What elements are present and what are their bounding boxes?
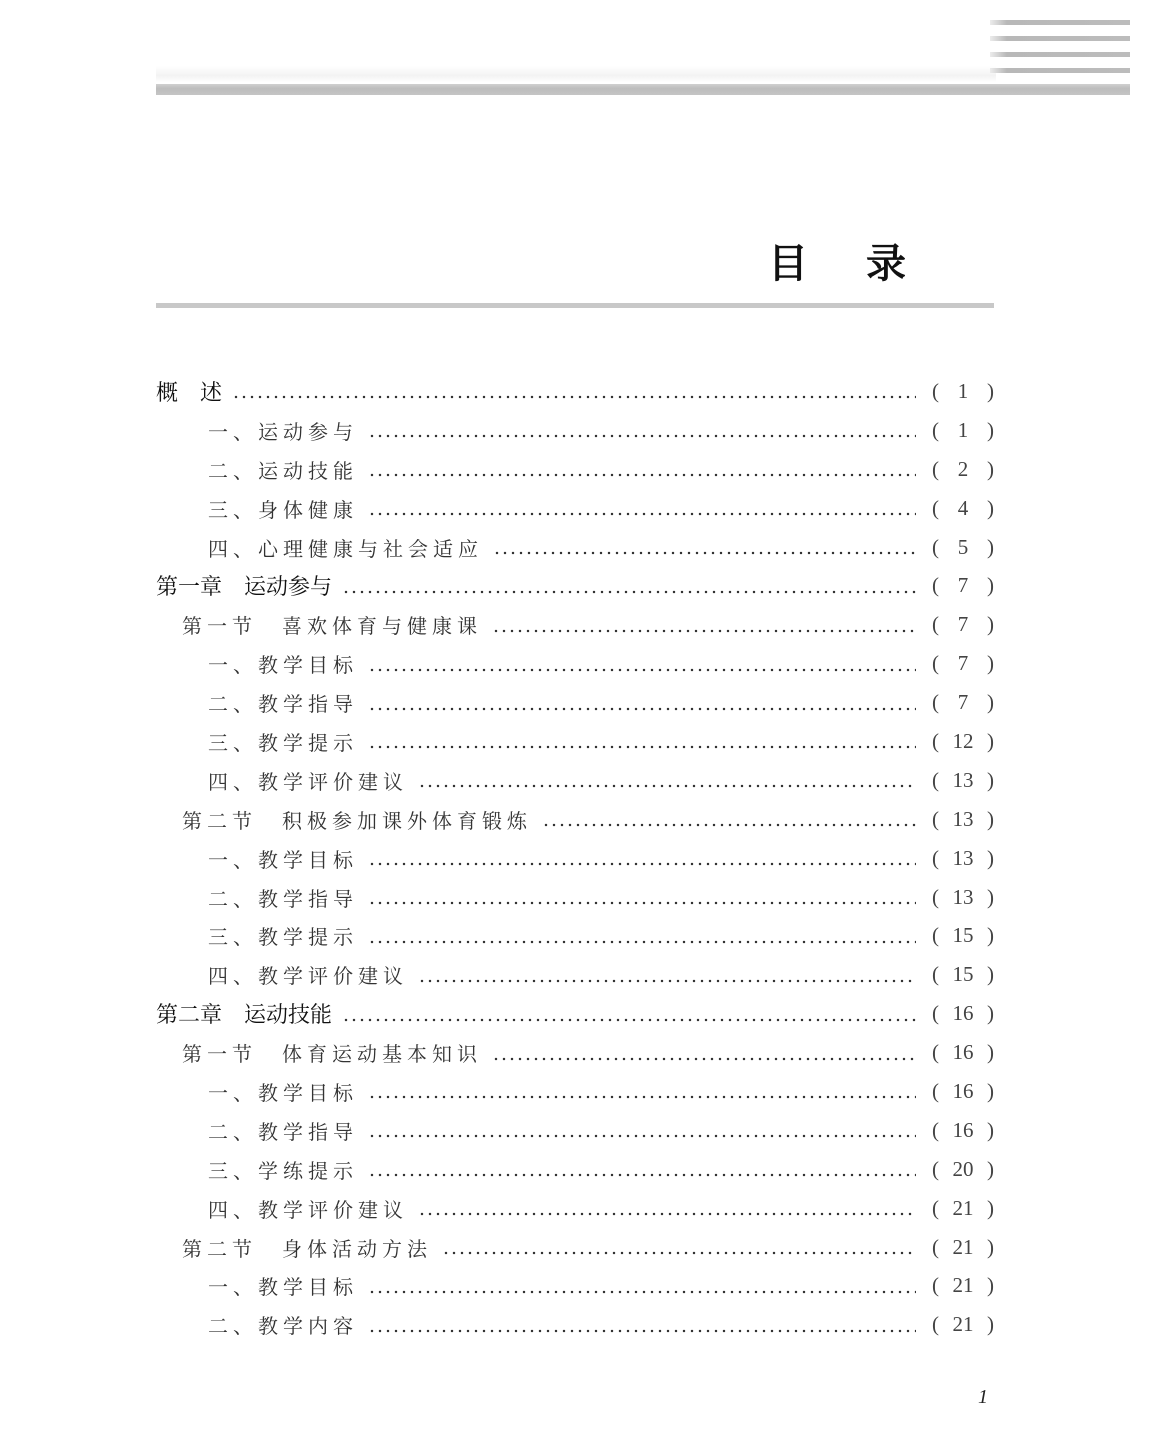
header-bar	[156, 84, 1130, 95]
dot-leader	[493, 537, 916, 557]
toc-entry-chapter[interactable]	[156, 994, 994, 1033]
dot-leader	[368, 887, 916, 907]
toc-entry-page	[932, 729, 994, 754]
page-ref-number: 16	[952, 1078, 974, 1103]
close-paren: )	[987, 573, 994, 598]
open-paren: (	[932, 1078, 939, 1103]
toc-entry-page	[932, 1312, 994, 1337]
page-ref-number: 7	[957, 573, 969, 598]
dot-leader	[232, 381, 916, 401]
open-paren: (	[932, 378, 939, 403]
open-paren: (	[932, 923, 939, 948]
toc-entry-page	[932, 923, 994, 948]
open-paren: (	[932, 884, 939, 909]
page-ref-number: 7	[957, 651, 969, 676]
toc-entry-label: 二、运动技能	[208, 458, 358, 483]
dot-leader	[368, 498, 916, 518]
page-ref-number: 15	[952, 962, 974, 987]
page-ref-number: 16	[952, 1001, 974, 1026]
toc-entry-page	[932, 573, 994, 598]
toc-entry-page	[932, 379, 994, 404]
toc-entry-page	[932, 1118, 994, 1143]
toc-entry-item[interactable]	[156, 1189, 994, 1228]
close-paren: )	[987, 767, 994, 792]
toc-entry-label: 二、教学内容	[208, 1314, 358, 1339]
toc-entry-section[interactable]	[156, 1228, 994, 1267]
toc-entry-label: 四、教学评价建议	[208, 769, 408, 794]
page-title	[768, 232, 906, 289]
close-paren: )	[987, 651, 994, 676]
dot-leader	[368, 848, 916, 868]
table-of-contents	[156, 372, 994, 1344]
toc-entry-item[interactable]	[156, 878, 994, 917]
open-paren: (	[932, 573, 939, 598]
toc-entry-item[interactable]	[156, 1305, 994, 1344]
open-paren: (	[932, 767, 939, 792]
title-divider	[156, 303, 994, 308]
toc-entry-label: 第一节 喜欢体育与健康课	[182, 614, 482, 639]
toc-entry-page	[932, 496, 994, 521]
dot-leader	[368, 420, 916, 440]
toc-entry-item[interactable]	[156, 450, 994, 489]
toc-entry-label: 一、教学目标	[208, 847, 358, 872]
close-paren: )	[987, 1078, 994, 1103]
toc-entry-label: 二、教学指导	[208, 692, 358, 717]
toc-entry-page	[932, 1235, 994, 1260]
page-ref-number: 2	[957, 456, 969, 481]
toc-entry-label: 三、教学提示	[208, 925, 358, 950]
toc-entry-item[interactable]	[156, 916, 994, 955]
toc-entry-page	[932, 1001, 994, 1026]
toc-entry-page	[932, 1196, 994, 1221]
open-paren: (	[932, 1312, 939, 1337]
close-paren: )	[987, 612, 994, 637]
page-ref-number: 4	[957, 495, 969, 520]
toc-entry-item[interactable]	[156, 722, 994, 761]
toc-entry-page	[932, 651, 994, 676]
dot-leader	[342, 1004, 916, 1024]
toc-entry-item[interactable]	[156, 1266, 994, 1305]
toc-entry-label: 第一章 运动参与	[156, 575, 333, 601]
page-ref-number: 1	[957, 417, 969, 442]
dot-leader	[492, 1043, 916, 1063]
dot-leader	[418, 770, 916, 790]
page-ref-number: 21	[952, 1273, 974, 1298]
page-ref-number: 21	[952, 1234, 974, 1259]
toc-entry-page	[932, 1040, 994, 1065]
dot-leader	[368, 459, 916, 479]
close-paren: )	[987, 1273, 994, 1298]
toc-entry-page	[932, 612, 994, 637]
open-paren: (	[932, 1117, 939, 1142]
dot-leader	[492, 615, 916, 635]
open-paren: (	[932, 1234, 939, 1259]
close-paren: )	[987, 1195, 994, 1220]
close-paren: )	[987, 1234, 994, 1259]
toc-entry-page	[932, 690, 994, 715]
dot-leader	[368, 731, 916, 751]
header-fade-band	[156, 66, 996, 82]
page-ref-number: 13	[952, 845, 974, 870]
dot-leader	[418, 965, 916, 985]
open-paren: (	[932, 534, 939, 559]
page-ref-number: 7	[957, 690, 969, 715]
page-ref-number: 5	[957, 534, 969, 559]
dot-leader	[368, 1276, 916, 1296]
toc-entry-label: 四、教学评价建议	[208, 964, 408, 989]
close-paren: )	[987, 534, 994, 559]
close-paren: )	[987, 1156, 994, 1181]
toc-entry-item[interactable]	[156, 839, 994, 878]
page-number: 1	[978, 1386, 988, 1408]
close-paren: )	[987, 417, 994, 442]
open-paren: (	[932, 1001, 939, 1026]
toc-entry-item[interactable]	[156, 683, 994, 722]
toc-entry-page	[932, 768, 994, 793]
toc-entry-page	[932, 1273, 994, 1298]
close-paren: )	[987, 495, 994, 520]
close-paren: )	[987, 1001, 994, 1026]
dot-leader	[368, 1081, 916, 1101]
toc-entry-item[interactable]	[156, 411, 994, 450]
header-stripes-decoration	[990, 18, 1130, 80]
dot-leader	[342, 576, 916, 596]
dot-leader	[368, 1159, 916, 1179]
toc-entry-label: 三、学练提示	[208, 1158, 358, 1183]
dot-leader	[418, 1198, 916, 1218]
toc-entry-label: 第二节 身体活动方法	[182, 1236, 432, 1261]
open-paren: (	[932, 417, 939, 442]
open-paren: (	[932, 1195, 939, 1220]
open-paren: (	[932, 1273, 939, 1298]
toc-entry-label: 二、教学指导	[208, 886, 358, 911]
toc-entry-label: 一、教学目标	[208, 1275, 358, 1300]
dot-leader	[542, 809, 916, 829]
close-paren: )	[987, 690, 994, 715]
toc-entry-item[interactable]	[156, 955, 994, 994]
toc-entry-page	[932, 962, 994, 987]
title-char-1: 目	[768, 240, 808, 287]
toc-entry-item[interactable]	[156, 644, 994, 683]
toc-entry-chapter[interactable]	[156, 566, 994, 605]
close-paren: )	[987, 378, 994, 403]
toc-entry-page	[932, 418, 994, 443]
toc-entry-label: 一、教学目标	[208, 1080, 358, 1105]
dot-leader	[368, 1120, 916, 1140]
toc-entry-page	[932, 846, 994, 871]
page-ref-number: 20	[952, 1156, 974, 1181]
toc-entry-item[interactable]	[156, 1111, 994, 1150]
page-ref-number: 21	[952, 1312, 974, 1337]
toc-entry-item[interactable]	[156, 761, 994, 800]
toc-entry-section[interactable]	[156, 1033, 994, 1072]
page-ref-number: 13	[952, 884, 974, 909]
toc-entry-page	[932, 1157, 994, 1182]
page-ref-number: 13	[952, 767, 974, 792]
toc-entry-page	[932, 885, 994, 910]
dot-leader	[368, 1315, 916, 1335]
toc-entry-label: 三、教学提示	[208, 730, 358, 755]
toc-entry-page	[932, 535, 994, 560]
toc-entry-item[interactable]	[156, 528, 994, 567]
close-paren: )	[987, 923, 994, 948]
dot-leader	[368, 926, 916, 946]
toc-entry-overview[interactable]	[156, 372, 994, 411]
open-paren: (	[932, 651, 939, 676]
open-paren: (	[932, 495, 939, 520]
toc-entry-section[interactable]	[156, 605, 994, 644]
toc-entry-label: 第二节 积极参加课外体育锻炼	[182, 808, 532, 833]
toc-entry-label: 一、运动参与	[208, 419, 358, 444]
toc-entry-section[interactable]	[156, 800, 994, 839]
close-paren: )	[987, 845, 994, 870]
toc-entry-label: 二、教学指导	[208, 1119, 358, 1144]
open-paren: (	[932, 456, 939, 481]
close-paren: )	[987, 962, 994, 987]
page-ref-number: 12	[952, 728, 974, 753]
title-char-2: 录	[866, 240, 906, 287]
open-paren: (	[932, 1156, 939, 1181]
close-paren: )	[987, 806, 994, 831]
toc-entry-label: 四、心理健康与社会适应	[208, 536, 483, 561]
page-ref-number: 1	[957, 378, 969, 403]
toc-entry-label: 第一节 体育运动基本知识	[182, 1042, 482, 1067]
toc-entry-page	[932, 457, 994, 482]
toc-entry-label: 概 述	[156, 380, 223, 406]
toc-entry-label: 一、教学目标	[208, 653, 358, 678]
toc-entry-item[interactable]	[156, 1150, 994, 1189]
page-ref-number: 13	[952, 806, 974, 831]
open-paren: (	[932, 806, 939, 831]
open-paren: (	[932, 845, 939, 870]
toc-entry-item[interactable]	[156, 1072, 994, 1111]
close-paren: )	[987, 1117, 994, 1142]
toc-entry-page	[932, 1079, 994, 1104]
dot-leader	[368, 693, 916, 713]
open-paren: (	[932, 1040, 939, 1065]
page-ref-number: 15	[952, 923, 974, 948]
page-ref-number: 21	[952, 1195, 974, 1220]
toc-entry-label: 第二章 运动技能	[156, 1003, 333, 1029]
toc-entry-item[interactable]	[156, 489, 994, 528]
toc-entry-label: 三、身体健康	[208, 497, 358, 522]
close-paren: )	[987, 884, 994, 909]
toc-entry-label: 四、教学评价建议	[208, 1197, 408, 1222]
close-paren: )	[987, 728, 994, 753]
page-ref-number: 7	[957, 612, 969, 637]
open-paren: (	[932, 612, 939, 637]
close-paren: )	[987, 1312, 994, 1337]
page-ref-number: 16	[952, 1117, 974, 1142]
page-ref-number: 16	[952, 1040, 974, 1065]
dot-leader	[442, 1237, 916, 1257]
dot-leader	[368, 654, 916, 674]
open-paren: (	[932, 962, 939, 987]
close-paren: )	[987, 1040, 994, 1065]
open-paren: (	[932, 728, 939, 753]
toc-entry-page	[932, 807, 994, 832]
close-paren: )	[987, 456, 994, 481]
open-paren: (	[932, 690, 939, 715]
